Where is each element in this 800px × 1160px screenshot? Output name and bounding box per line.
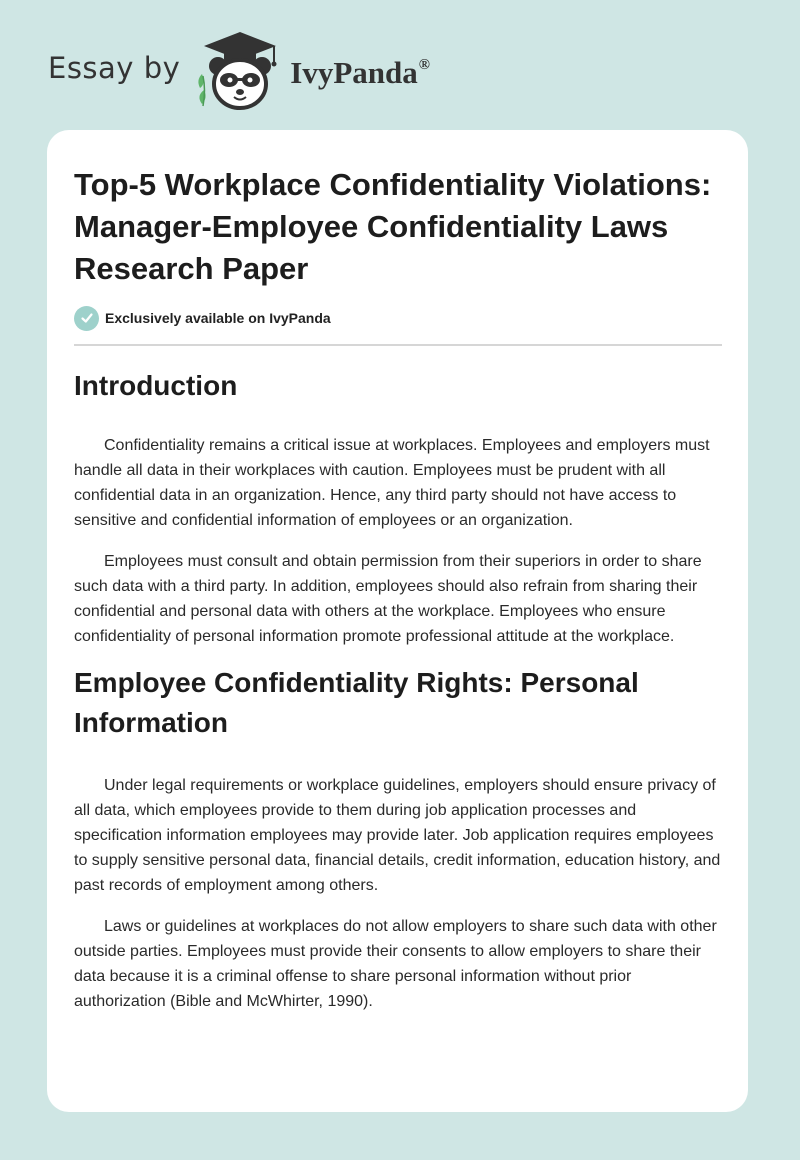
paragraph: Laws or guidelines at workplaces do not allow employers to share such data with other outside parties. Employees must provide their consents to allow employers to share their data because it is a criminal offense to share personal information without prior authorization (Bible and McWhirter, 1990). [74, 918, 717, 1010]
exclusive-badge [74, 305, 722, 331]
title-divider [74, 344, 722, 346]
paragraph: Under legal requirements or workplace guidelines, employers should ensure privacy of all data, which employees provide to them during job application processes and specification information employees may provide later. Job application requires employees to supply sensitive personal data, financial details, credit information, education history, and past records of employment among others. [74, 777, 721, 894]
paragraph: Confidentiality remains a critical issue at workplaces. Employees and employers must handle all data in their workplaces with caution. Employees must be prudent with all confidential data in an organization. Hence, any third party should not have access to sensitive and confidential information of employees or an organization. [74, 437, 710, 529]
essay-by-label: Essay by [48, 51, 181, 85]
exclusive-label: Exclusively available on IvyPanda [105, 310, 331, 326]
site-header [48, 30, 548, 112]
panda-graduate-icon [194, 30, 286, 112]
registered-mark: ® [418, 57, 430, 73]
check-circle-icon [74, 306, 99, 331]
article-card [47, 130, 748, 1112]
ivypanda-logo[interactable] [194, 30, 430, 112]
section-introduction [74, 366, 722, 649]
paragraph: Employees must consult and obtain permission from their superiors in order to share such data with a third party. In addition, employees should also refrain from sharing their confidential and personal data with others at the workplace. Employees who ensure confidentiality of personal information promote professional attitude at the workplace. [74, 553, 702, 645]
page-title: Top-5 Workplace Confidentiality Violations: Manager-Employee Confidentiality Laws Research Paper [74, 167, 712, 286]
brand-name: IvyPanda® [290, 55, 430, 90]
section-heading: Employee Confidentiality Rights: Personal Information [74, 667, 639, 738]
section-heading: Introduction [74, 370, 238, 401]
section-confidentiality-rights [74, 663, 722, 1014]
